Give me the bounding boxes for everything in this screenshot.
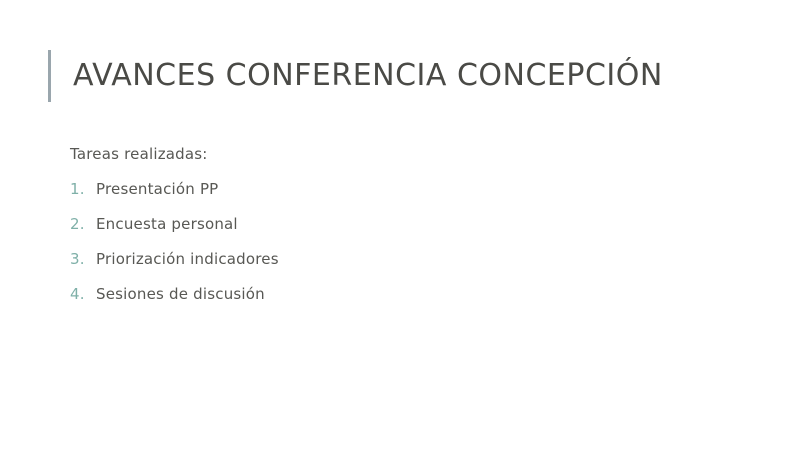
list-item	[70, 285, 690, 303]
list-item-number: 1.	[70, 180, 85, 198]
slide-body	[70, 145, 690, 320]
task-list	[70, 180, 690, 303]
list-item	[70, 215, 690, 233]
list-item-number: 2.	[70, 215, 85, 233]
list-item-number: 4.	[70, 285, 85, 303]
list-item-label: Priorización indicadores	[96, 250, 279, 268]
list-item-label: Presentación PP	[96, 180, 219, 198]
list-item-number: 3.	[70, 250, 85, 268]
page-title: AVANCES CONFERENCIA CONCEPCIÓN	[73, 58, 663, 93]
list-item-label: Encuesta personal	[96, 215, 238, 233]
list-item	[70, 250, 690, 268]
list-item	[70, 180, 690, 198]
slide-title-row	[48, 50, 663, 102]
title-accent-bar	[48, 50, 51, 102]
intro-text: Tareas realizadas:	[70, 145, 208, 163]
list-item-label: Sesiones de discusión	[96, 285, 265, 303]
